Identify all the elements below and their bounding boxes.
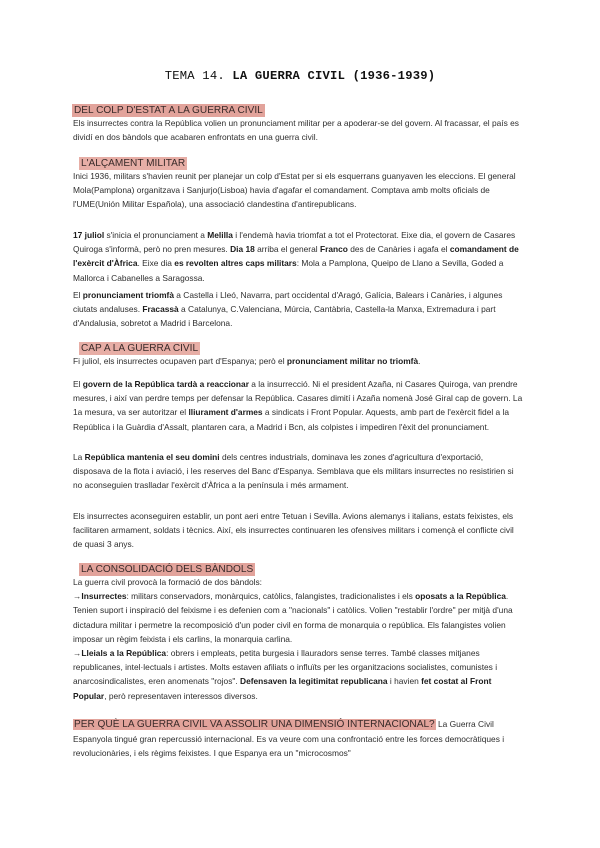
- page-title: [0, 69, 600, 83]
- paragraph-text: 17 juliol s'inicia el pronunciament a Melilla i l'endemà havia triomfat a tot el Protectorat. Eixe dia, el govern de Casares Quiroga s'informà, però no pren mesures. Dia 18 arriba el general Franco des de Canàries i agafa el comandament de l'exèrcit d'Àfrica. Eixe dia es revolten altres caps militars: Mola a Pamplona, Queipo de Llano a Sevilla, Goded a Mallorca i Cabanelles a Saragossa.: [73, 230, 519, 283]
- paragraph-text: Inici 1936, militars s'havien reunit per planejar un colp d'Estat per si els esquerrans guanyaven les eleccions. El general Mola(Pamplona) organitzava i Sanjurjo(Lisboa) havia d'agafar el comandament. Comptava amb molts oficials de l'UME(Unión Militar Española), una associació clandestina d'antirepublicans.: [73, 171, 516, 210]
- section-heading-cap: CAP A LA GUERRA CIVIL: [81, 343, 199, 354]
- paragraph-intro: [73, 116, 523, 144]
- paragraph-cap-1: [73, 354, 523, 368]
- title-main: LA GUERRA CIVIL (1936-1939): [232, 69, 436, 83]
- paragraph-cap-3: [73, 450, 523, 493]
- paragraph-text: Els insurrectes contra la República volien un pronunciament militar per a apoderar-se del govern. Al fracassar, el país es dividí en dos bàndols que acabaren enfrontats en una guerra civil.: [73, 118, 519, 143]
- section-heading-internacional: PER QUÈ LA GUERRA CIVIL VA ASSOLIR UNA DIMENSIÓ INTERNACIONAL?: [74, 719, 435, 730]
- list-item-insurrectes: →Insurrectes: militars conservadors, monàrquics, catòlics, falangistes, tradicionalistes i els oposats a la República. Tenien suport i inspiració del feixisme i es defenien com a "nacionals" i catòlics. Volien "restablir l'ordre" per mitjà d'una dictadura militar i permetre la recomposició d'un poder civil en forma de monarquia o república. Els falangistes volien imposar un règim feixista i els carlins, la monarquia carlina.: [73, 591, 513, 644]
- paragraph-text: La República mantenia el seu domini dels centres industrials, dominava les zones d'agricultura d'exportació, disposava de la flota i aviació, i les reserves del Banc d'Espanya. Semblava que els militars insurrectes no resistirien si no aconseguien traslladar l'exèrcit d'Àfrica a la península i més armament.: [73, 452, 514, 491]
- paragraph-text: PER QUÈ LA GUERRA CIVIL VA ASSOLIR UNA DIMENSIÓ INTERNACIONAL? La Guerra Civil Espanyola tingué gran repercussió internacional. Es va veure com una confrontació entre les forces democràtiques i revolucionàries, i els règims feixistes. I que Espanya era un "microcosmos": [73, 719, 505, 759]
- paragraph-internacional: [73, 717, 523, 761]
- paragraph-text: El govern de la República tardà a reaccionar a la insurrecció. Ni el president Azaña, ni Casares Quiroga, van prendre mesures, i així van perdre temps per defensar la República. Casares dimití i Azaña nomenà José Giral cap de govern. La 1a mesura, va ser autoritzar el lliurament d'armes a sindicats i Front Popular. Aquests, amb part de l'exèrcit fidel a la República i la Guàrdia d'Assalt, plantaren cara, a Madrid i Bcn, als colpistes i impediren l'èxit del pronunciament.: [73, 379, 523, 432]
- paragraph-cap-2: [73, 377, 523, 434]
- title-prefix: TEMA 14.: [164, 69, 225, 83]
- paragraph-text: Fi juliol, els insurrectes ocupaven part d'Espanya; però el pronunciament militar no triomfà.: [73, 356, 421, 366]
- paragraph-text: La guerra civil provocà la formació de dos bàndols:: [73, 577, 263, 587]
- paragraph-alcament-3: [73, 288, 523, 331]
- paragraph-cap-4: [73, 509, 523, 552]
- list-item-lleials: →Lleials a la República: obrers i empleats, petita burgesia i llauradors sense terres. També classes mitjanes republicanes, intel·lectuals i artistes. Molts estaven afiliats o influïts per les organitzacions socialistes, comunistes i anarcosindicalistes, eren anomenats "rojos". Defensaven la legitimitat republicana i havien fet costat al Front Popular, però representaven interessos diversos.: [73, 648, 498, 701]
- section-heading-colp: DEL COLP D'ESTAT A LA GUERRA CIVIL: [74, 105, 263, 116]
- paragraph-text: Els insurrectes aconseguiren establir, un pont aeri entre Tetuan i Sevilla. Avions alemanys i italians, estats feixistes, els facilitaren armament, soldats i tècnics. Així, els insurrectes continuaren les ofensives militars i començà el conflicte civil de quasi 3 anys.: [73, 511, 514, 550]
- paragraph-alcament-1: [73, 169, 523, 212]
- paragraph-bandols: [73, 575, 523, 703]
- section-heading-consolidacio: LA CONSOLIDACIÓ DELS BÀNDOLS: [81, 564, 254, 575]
- section-heading-alcament: L'ALÇAMENT MILITAR: [81, 158, 186, 169]
- paragraph-text: El pronunciament triomfà a Castella i Lleó, Navarra, part occidental d'Aragó, Galícia, Balears i Canàries, i algunes ciutats andaluses. Fracassà a Catalunya, C.Valenciana, Múrcia, Cantàbria, Castella-la Manxa, Extremadura i part d'Andalusia, sobretot a Madrid i Barcelona.: [73, 290, 503, 329]
- paragraph-alcament-2: [73, 228, 523, 285]
